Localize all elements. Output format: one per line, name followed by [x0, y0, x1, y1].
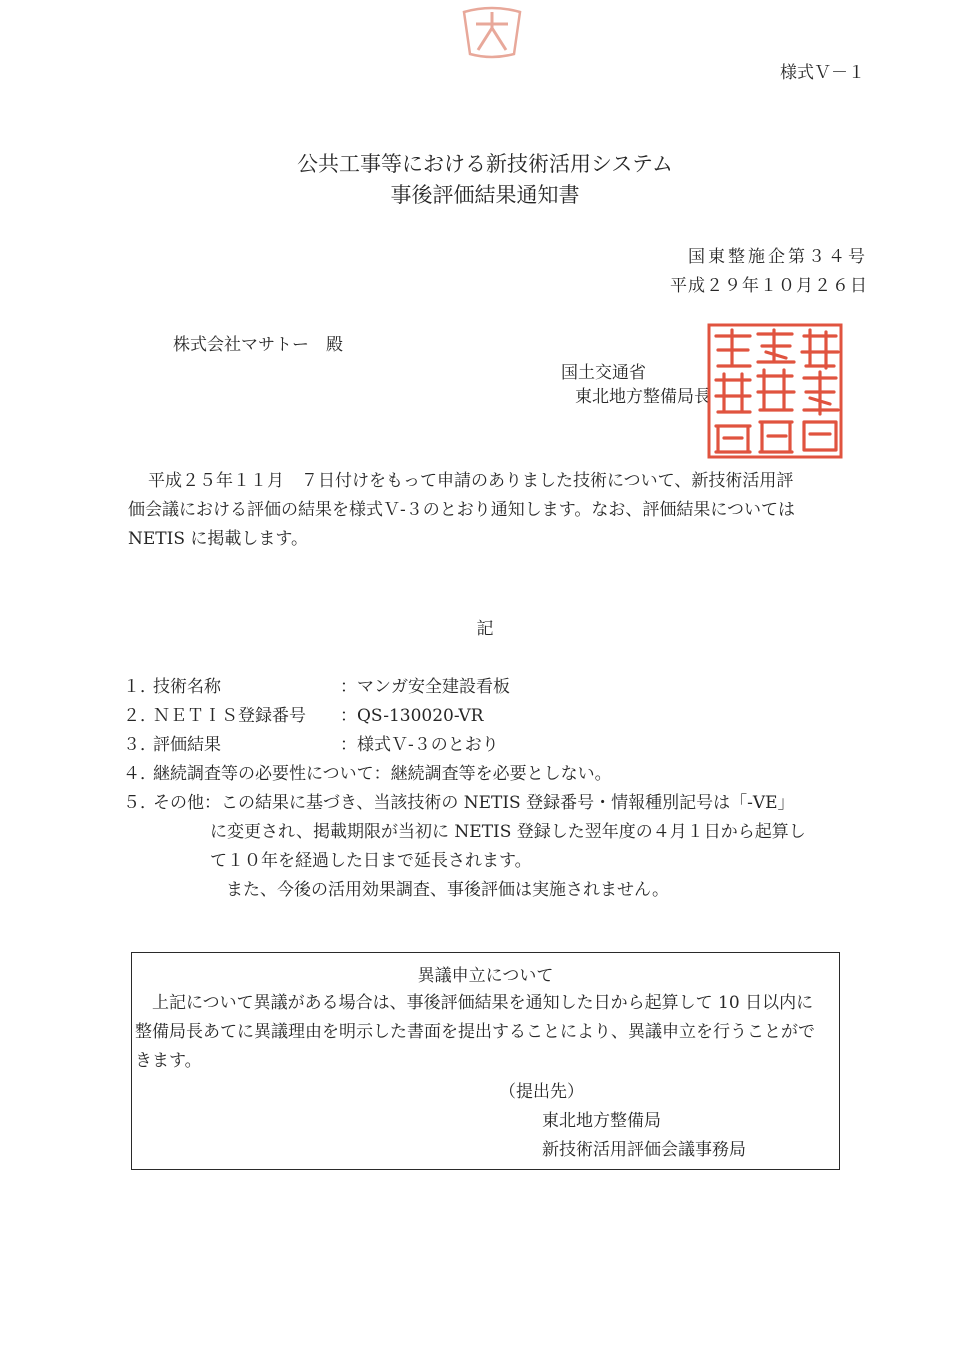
- item-number: ４．: [123, 764, 157, 784]
- document-date: 平成２９年１０月２６日: [670, 276, 868, 296]
- submission-label: （提出先）: [499, 1082, 584, 1102]
- submission-office: 新技術活用評価会議事務局: [542, 1140, 746, 1160]
- item-number: ２．: [123, 706, 157, 726]
- issuer-organization: 国土交通省: [561, 363, 646, 383]
- issuer-name: 東北地方整備局長: [575, 387, 711, 407]
- notice-title: 異議申立について: [417, 966, 554, 986]
- item-label: その他: [153, 793, 204, 813]
- item5-continuation: また、今後の活用効果調査、事後評価は実施されません。: [226, 880, 670, 900]
- item-value: ：継続調査等を必要としない。: [373, 764, 612, 784]
- item-label: 評価結果: [153, 735, 221, 755]
- notification-body: [128, 467, 838, 554]
- item-label: 技術名称: [153, 677, 221, 697]
- item-value: ：この結果に基づき、当該技術の NETIS 登録番号・情報種別記号は「-VE」: [204, 793, 795, 813]
- list-item: [123, 730, 499, 755]
- document-title-line2: 事後評価結果通知書: [390, 183, 580, 207]
- list-item: [123, 701, 483, 726]
- receipt-stamp-mark: [460, 6, 524, 60]
- document-number: 国東整施企第３４号: [688, 247, 868, 267]
- submission-organization: 東北地方整備局: [542, 1111, 661, 1131]
- form-number: 様式Ｖ－１: [780, 63, 865, 83]
- ki-heading: 記: [476, 619, 494, 639]
- item-value: ：マンガ安全建設看板: [340, 677, 510, 697]
- document-title-line1: 公共工事等における新技術活用システム: [297, 152, 673, 176]
- notice-line: きます。: [135, 1051, 202, 1071]
- list-item: [123, 672, 510, 697]
- list-item: [123, 759, 612, 784]
- item-label: 継続調査等の必要性について: [153, 764, 374, 784]
- item5-continuation: に変更され、掲載期限が当初に NETIS 登録した翌年度の４月１日から起算し: [210, 822, 806, 842]
- item5-continuation: て１０年を経過した日まで延長されます。: [210, 851, 532, 871]
- body-line: 価会議における評価の結果を様式Ｖ-３のとおり通知します。なお、評価結果については: [128, 500, 796, 520]
- body-line: 平成２５年１１月 ７日付けをもって申請のありました技術について、新技術活用評: [148, 471, 794, 491]
- list-item: [123, 788, 795, 813]
- item-value: ：様式Ｖ-３のとおり: [340, 735, 499, 755]
- item-value: ：QS-130020-VR: [340, 706, 484, 726]
- item-number: ５．: [123, 793, 157, 813]
- notice-body: [135, 989, 841, 1076]
- body-line: NETIS に掲載します。: [128, 529, 309, 549]
- item-label: ＮＥＴＩＳ登録番号: [153, 706, 306, 726]
- notice-line: 整備局長あてに異議理由を明示した書面を提出することにより、異議申立を行うことがで: [135, 1022, 815, 1042]
- official-seal: [706, 322, 844, 460]
- item-number: ３．: [123, 735, 157, 755]
- item-number: １．: [123, 677, 157, 697]
- objection-notice-box: [131, 952, 840, 1170]
- addressee: 株式会社マサトー 殿: [173, 335, 343, 355]
- notice-line: 上記について異議がある場合は、事後評価結果を通知した日から起算して 10 日以内に: [152, 993, 814, 1013]
